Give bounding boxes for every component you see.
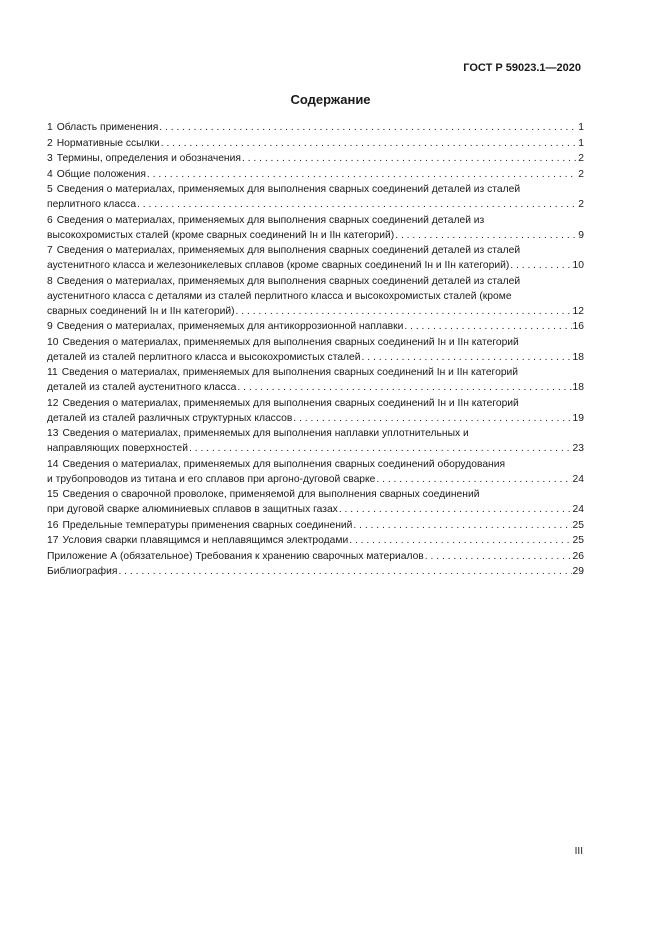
toc-entry-title: Приложение А (обязательное) Требования к хранению сварочных материалов	[47, 550, 424, 562]
toc-entry-number: 9	[47, 321, 53, 332]
toc-entry-line	[47, 549, 584, 564]
toc-page-number: 16	[572, 321, 584, 332]
toc-entry-number: 14	[47, 458, 59, 470]
toc-entry-title: аустенитного класса с деталями из сталей перлитного класса и высокохромистых сталей (кроме	[47, 290, 512, 302]
toc-entry-line	[47, 350, 584, 365]
toc-page-number: 12	[572, 305, 584, 317]
toc-page-number: 25	[572, 535, 584, 546]
toc-leader-dots	[404, 319, 571, 334]
table-of-contents	[47, 120, 584, 580]
toc-entry-line	[47, 365, 584, 380]
toc-entry-title: Условия сварки плавящимся и неплавящимся электродами	[62, 535, 349, 546]
toc-entry-line	[47, 335, 584, 350]
toc-entry-number: 1	[47, 122, 53, 133]
toc-entry-title: перлитного класса	[47, 199, 137, 210]
toc-entry-title: Сведения о материалах, применяемых для выполнения наплавки уплотнительных и	[62, 428, 469, 439]
toc-page-number: 1	[578, 137, 584, 149]
toc-entry-title: Область применения	[56, 122, 159, 133]
toc-entry-line	[47, 396, 584, 411]
toc-entry[interactable]	[47, 564, 584, 579]
toc-entry-title: аустенитного класса и железоникелевых сплавов (кроме сварных соединений Iн и IIн категорий)	[47, 260, 510, 271]
document-standard-header: ГОСТ Р 59023.1—2020	[463, 62, 581, 74]
toc-entry-line	[47, 564, 584, 579]
toc-entry-line	[47, 426, 584, 441]
toc-entry-title: сварных соединений Iн и IIн категорий)	[47, 305, 235, 317]
toc-page-number: 10	[572, 260, 584, 271]
toc-entry-line	[47, 274, 584, 289]
toc-leader-dots	[349, 533, 571, 548]
toc-page-number: 24	[572, 504, 584, 515]
toc-entry-number: 17	[47, 535, 59, 546]
toc-leader-dots	[147, 167, 577, 182]
toc-entry-title: Сведения о материалах, применяемых для выполнения сварных соединений деталей из сталей	[56, 245, 521, 256]
toc-entry-line	[47, 136, 584, 151]
toc-entry-number: 7	[47, 245, 53, 256]
toc-leader-dots	[339, 502, 572, 517]
toc-entry[interactable]	[47, 396, 584, 426]
toc-entry[interactable]	[47, 457, 584, 487]
toc-entry-title: Предельные температуры применения сварных соединений	[62, 519, 353, 531]
toc-leader-dots	[137, 197, 577, 212]
toc-entry-number: 4	[47, 168, 53, 180]
toc-entry-title: Сведения о материалах, применяемых для выполнения сварных соединений деталей из	[56, 214, 485, 226]
toc-entry[interactable]	[47, 213, 584, 243]
toc-entry-line	[47, 457, 584, 472]
toc-page-number: 2	[578, 199, 584, 210]
toc-entry-line	[47, 304, 584, 319]
toc-entry-title: Сведения о материалах, применяемых для выполнения сварных соединений деталей из сталей	[56, 184, 521, 195]
toc-entry-title: Сведения о сварочной проволоке, применяемой для выполнения сварных соединений	[62, 489, 480, 500]
toc-leader-dots	[353, 518, 571, 533]
toc-entry-line	[47, 289, 584, 304]
toc-entry-title: Сведения о материалах, применяемых для выполнения сварных соединений оборудования	[62, 458, 506, 470]
toc-entry-line	[47, 228, 584, 243]
toc-leader-dots	[159, 120, 577, 135]
toc-entry[interactable]	[47, 426, 584, 456]
toc-entry-line	[47, 472, 584, 487]
toc-entry-number: 8	[47, 275, 53, 287]
toc-page-number: 18	[572, 351, 584, 363]
toc-entry[interactable]	[47, 182, 584, 212]
toc-entry-line	[47, 487, 584, 502]
toc-entry-number: 13	[47, 428, 59, 439]
toc-entry-title: деталей из сталей аустенитного класса	[47, 382, 237, 393]
toc-entry-title: при дуговой сварке алюминиевых сплавов в защитных газах	[47, 504, 338, 515]
toc-entry-line	[47, 213, 584, 228]
toc-entry-line	[47, 533, 584, 548]
toc-entry-line	[47, 258, 584, 273]
toc-entry-title: Сведения о материалах, применяемых для выполнения сварных соединений Iн и IIн категорий	[62, 397, 519, 409]
toc-leader-dots	[395, 228, 577, 243]
toc-entry-number: 16	[47, 519, 59, 531]
toc-entry[interactable]	[47, 365, 584, 395]
toc-entry-title: высокохромистых сталей (кроме сварных соединений Iн и IIн категорий)	[47, 229, 395, 241]
toc-entry-title: Сведения о материалах, применяемых для выполнения сварных соединений Iн и IIн категорий	[61, 367, 519, 378]
toc-leader-dots	[293, 411, 571, 426]
toc-page-number: 18	[572, 382, 584, 393]
toc-entry-line	[47, 502, 584, 517]
toc-entry[interactable]	[47, 136, 584, 151]
toc-leader-dots	[362, 350, 572, 365]
page-number: III	[574, 846, 583, 857]
toc-entry-line	[47, 319, 584, 334]
toc-entry-title: Библиография	[47, 566, 118, 577]
toc-entry-title: направляющих поверхностей	[47, 443, 188, 454]
toc-entry[interactable]	[47, 335, 584, 365]
toc-page-number: 9	[578, 229, 584, 241]
toc-entry-title: деталей из сталей различных структурных классов	[47, 412, 293, 424]
toc-entry-title: Термины, определения и обозначения	[56, 153, 241, 164]
toc-entry-line	[47, 120, 584, 135]
toc-entry-line	[47, 151, 584, 166]
toc-leader-dots	[189, 441, 572, 456]
toc-leader-dots	[376, 472, 571, 487]
toc-leader-dots	[237, 380, 571, 395]
toc-entry-number: 11	[47, 367, 58, 378]
toc-entry-number: 12	[47, 397, 59, 409]
toc-page-number: 25	[572, 519, 584, 531]
toc-entry-title: Нормативные ссылки	[56, 137, 160, 149]
toc-entry[interactable]	[47, 243, 584, 273]
toc-entry[interactable]	[47, 151, 584, 166]
toc-page-number: 19	[572, 412, 584, 424]
toc-page-number: 23	[572, 443, 584, 454]
page-title: Содержание	[290, 92, 371, 107]
toc-entry[interactable]	[47, 319, 584, 334]
toc-leader-dots	[510, 258, 571, 273]
toc-leader-dots	[236, 304, 572, 319]
toc-entry-number: 5	[47, 184, 53, 195]
toc-entry-line	[47, 380, 584, 395]
toc-entry-line	[47, 167, 584, 182]
toc-page-number: 1	[578, 122, 584, 133]
toc-entry-line	[47, 411, 584, 426]
toc-page-number: 24	[572, 473, 584, 485]
toc-leader-dots	[425, 549, 572, 564]
toc-entry-title: Сведения о материалах, применяемых для антикоррозионной наплавки	[56, 321, 404, 332]
toc-entry[interactable]	[47, 274, 584, 319]
toc-page-number: 2	[578, 168, 584, 180]
toc-entry-line	[47, 441, 584, 456]
toc-entry-line	[47, 182, 584, 197]
toc-entry-title: деталей из сталей перлитного класса и высокохромистых сталей	[47, 351, 361, 363]
toc-entry-number: 15	[47, 489, 59, 500]
toc-entry[interactable]	[47, 518, 584, 533]
toc-entry-line	[47, 243, 584, 258]
toc-entry-number: 2	[47, 137, 53, 149]
toc-entry-number: 6	[47, 214, 53, 226]
toc-entry[interactable]	[47, 167, 584, 182]
toc-entry[interactable]	[47, 487, 584, 517]
toc-entry-title: Сведения о материалах, применяемых для выполнения сварных соединений Iн и IIн категорий	[62, 336, 519, 348]
toc-entry-title: Общие положения	[56, 168, 146, 180]
toc-entry-line	[47, 197, 584, 212]
toc-page-number: 2	[578, 153, 584, 164]
toc-leader-dots	[161, 136, 577, 151]
toc-leader-dots	[242, 151, 577, 166]
toc-page-number: 26	[572, 550, 584, 562]
toc-entry[interactable]	[47, 533, 584, 548]
toc-entry-number: 3	[47, 153, 53, 164]
toc-entry-title: и трубопроводов из титана и его сплавов при аргоно-дуговой сварке	[47, 473, 376, 485]
toc-entry-title: Сведения о материалах, применяемых для выполнения сварных соединений деталей из сталей	[56, 275, 521, 287]
toc-page-number: 29	[572, 566, 584, 577]
toc-entry[interactable]	[47, 549, 584, 564]
toc-leader-dots	[118, 564, 571, 579]
toc-entry[interactable]	[47, 120, 584, 135]
toc-entry-number: 10	[47, 336, 59, 348]
toc-entry-line	[47, 518, 584, 533]
